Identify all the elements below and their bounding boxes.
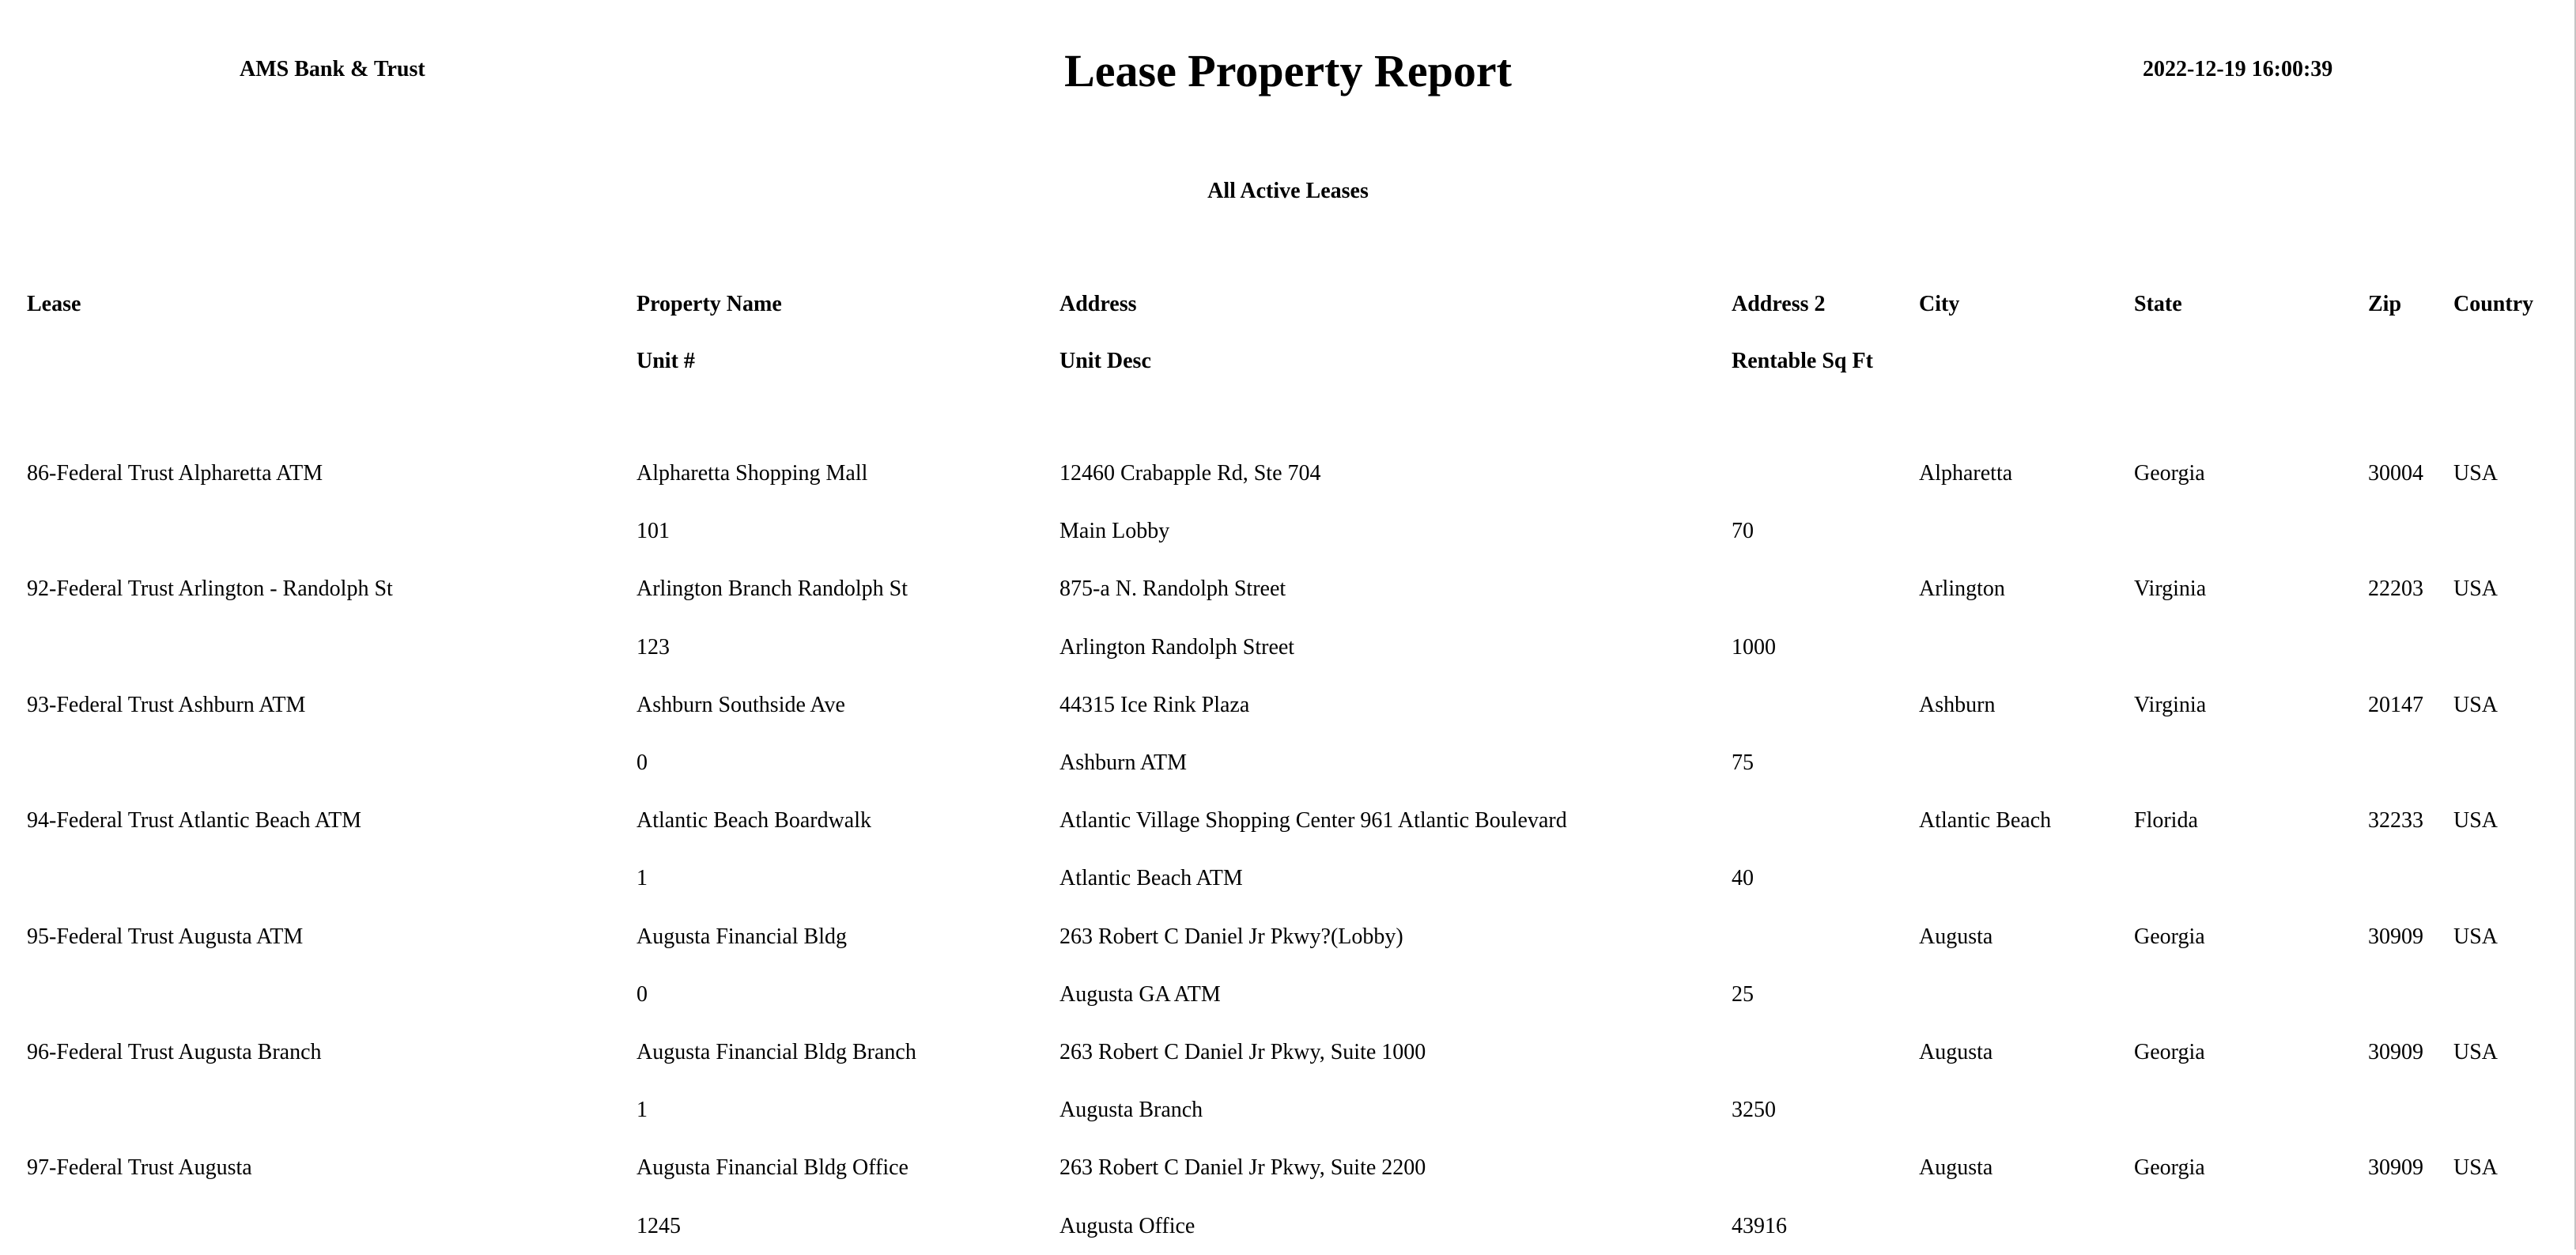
unit-number-cell: 0 xyxy=(636,981,648,1007)
table-row-main-line xyxy=(0,1023,2576,1081)
table-row-main-line xyxy=(0,560,2576,618)
country-cell: USA xyxy=(2453,1040,2499,1064)
table-row-main-line xyxy=(0,908,2576,966)
address-cell: 263 Robert C Daniel Jr Pkwy, Suite 1000 xyxy=(1059,1040,1426,1064)
unit-number-cell: 123 xyxy=(636,634,670,660)
column-header-rentable-sqft: Rentable Sq Ft xyxy=(1732,349,1873,373)
unit-desc-cell: Augusta Branch xyxy=(1059,1098,1203,1123)
address-cell: Atlantic Village Shopping Center 961 Atlantic Boulevard xyxy=(1059,808,1567,834)
address-cell: 44315 Ice Rink Plaza xyxy=(1059,692,1250,717)
table-row xyxy=(0,444,2576,561)
rentable-sqft-cell: 25 xyxy=(1732,981,1754,1007)
lease-cell: 92-Federal Trust Arlington - Randolph St xyxy=(27,576,393,602)
state-cell: Florida xyxy=(2134,808,2198,834)
property-name-cell: Augusta Financial Bldg Branch xyxy=(636,1040,916,1064)
table-header-row-2 xyxy=(0,332,2576,390)
country-cell: USA xyxy=(2453,808,2499,834)
unit-desc-cell: Augusta Office xyxy=(1059,1213,1195,1238)
lease-cell: 86-Federal Trust Alpharetta ATM xyxy=(27,461,323,486)
table-row-unit-line xyxy=(0,618,2576,676)
address-cell: 875-a N. Randolph Street xyxy=(1059,576,1286,602)
country-cell: USA xyxy=(2453,924,2499,949)
country-cell: USA xyxy=(2453,461,2499,486)
zip-cell: 32233 xyxy=(2368,808,2423,834)
unit-number-cell: 1 xyxy=(636,866,648,891)
company-name: AMS Bank & Trust xyxy=(240,57,425,81)
country-cell: USA xyxy=(2453,576,2499,602)
address-cell: 263 Robert C Daniel Jr Pkwy, Suite 2200 xyxy=(1059,1155,1426,1181)
rentable-sqft-cell: 70 xyxy=(1732,519,1754,544)
unit-number-cell: 0 xyxy=(636,750,648,775)
address-cell: 12460 Crabapple Rd, Ste 704 xyxy=(1059,461,1321,486)
unit-desc-cell: Atlantic Beach ATM xyxy=(1059,866,1243,891)
rentable-sqft-cell: 75 xyxy=(1732,750,1754,775)
unit-number-cell: 1 xyxy=(636,1098,648,1123)
column-header-city: City xyxy=(1919,292,1960,316)
unit-desc-cell: Main Lobby xyxy=(1059,519,1170,544)
zip-cell: 20147 xyxy=(2368,692,2423,717)
table-row-unit-line xyxy=(0,1197,2576,1255)
property-name-cell: Augusta Financial Bldg xyxy=(636,924,847,949)
rentable-sqft-cell: 40 xyxy=(1732,866,1754,891)
unit-desc-cell: Arlington Randolph Street xyxy=(1059,634,1295,660)
column-header-unit-desc: Unit Desc xyxy=(1059,349,1151,373)
column-header-lease: Lease xyxy=(27,292,81,316)
table-header-row-1 xyxy=(0,275,2576,333)
table-row-unit-line xyxy=(0,966,2576,1023)
state-cell: Virginia xyxy=(2134,692,2207,717)
table-row-main-line xyxy=(0,1139,2576,1196)
state-cell: Virginia xyxy=(2134,576,2207,602)
page-title: Lease Property Report xyxy=(1064,45,1512,96)
city-cell: Augusta xyxy=(1919,1040,1993,1064)
table-row-unit-line xyxy=(0,734,2576,792)
city-cell: Arlington xyxy=(1919,576,2005,602)
zip-cell: 30004 xyxy=(2368,461,2423,486)
lease-cell: 96-Federal Trust Augusta Branch xyxy=(27,1040,322,1064)
zip-cell: 30909 xyxy=(2368,1040,2423,1064)
table-row xyxy=(0,1139,2576,1255)
country-cell: USA xyxy=(2453,692,2499,717)
lease-cell: 97-Federal Trust Augusta xyxy=(27,1155,252,1181)
city-cell: Atlantic Beach xyxy=(1919,808,2052,834)
column-header-address2: Address 2 xyxy=(1732,292,1826,316)
table-row-unit-line xyxy=(0,849,2576,907)
unit-number-cell: 101 xyxy=(636,519,670,544)
property-name-cell: Augusta Financial Bldg Office xyxy=(636,1155,908,1181)
column-header-country: Country xyxy=(2453,292,2534,316)
rentable-sqft-cell: 3250 xyxy=(1732,1098,1776,1123)
country-cell: USA xyxy=(2453,1155,2499,1181)
state-cell: Georgia xyxy=(2134,924,2205,949)
property-name-cell: Alpharetta Shopping Mall xyxy=(636,461,868,486)
column-header-zip: Zip xyxy=(2368,292,2402,316)
table-row-main-line xyxy=(0,676,2576,734)
column-header-state: State xyxy=(2134,292,2182,316)
unit-desc-cell: Ashburn ATM xyxy=(1059,750,1188,775)
table-row xyxy=(0,560,2576,676)
city-cell: Augusta xyxy=(1919,924,1993,949)
lease-cell: 94-Federal Trust Atlantic Beach ATM xyxy=(27,808,362,834)
zip-cell: 30909 xyxy=(2368,924,2423,949)
lease-cell: 95-Federal Trust Augusta ATM xyxy=(27,924,304,949)
report-subtitle: All Active Leases xyxy=(1207,179,1369,203)
state-cell: Georgia xyxy=(2134,1155,2205,1181)
state-cell: Georgia xyxy=(2134,1040,2205,1064)
report-timestamp: 2022-12-19 16:00:39 xyxy=(2143,57,2333,81)
column-header-property-name: Property Name xyxy=(636,292,782,316)
column-header-unit-number: Unit # xyxy=(636,349,695,373)
table-row xyxy=(0,676,2576,792)
table-row xyxy=(0,792,2576,908)
property-name-cell: Arlington Branch Randolph St xyxy=(636,576,908,602)
table-row xyxy=(0,1023,2576,1140)
city-cell: Ashburn xyxy=(1919,692,1996,717)
city-cell: Augusta xyxy=(1919,1155,1993,1181)
state-cell: Georgia xyxy=(2134,461,2205,486)
unit-desc-cell: Augusta GA ATM xyxy=(1059,981,1221,1007)
address-cell: 263 Robert C Daniel Jr Pkwy?(Lobby) xyxy=(1059,924,1403,949)
property-name-cell: Ashburn Southside Ave xyxy=(636,692,845,717)
rentable-sqft-cell: 1000 xyxy=(1732,634,1776,660)
table-row-main-line xyxy=(0,444,2576,502)
property-name-cell: Atlantic Beach Boardwalk xyxy=(636,808,872,834)
city-cell: Alpharetta xyxy=(1919,461,2013,486)
table-row-unit-line xyxy=(0,1081,2576,1139)
table-row-main-line xyxy=(0,792,2576,849)
zip-cell: 30909 xyxy=(2368,1155,2423,1181)
column-header-address: Address xyxy=(1059,292,1137,316)
table-row xyxy=(0,908,2576,1024)
table-row-unit-line xyxy=(0,502,2576,560)
unit-number-cell: 1245 xyxy=(636,1213,681,1238)
zip-cell: 22203 xyxy=(2368,576,2423,602)
rentable-sqft-cell: 43916 xyxy=(1732,1213,1787,1238)
lease-cell: 93-Federal Trust Ashburn ATM xyxy=(27,692,306,717)
